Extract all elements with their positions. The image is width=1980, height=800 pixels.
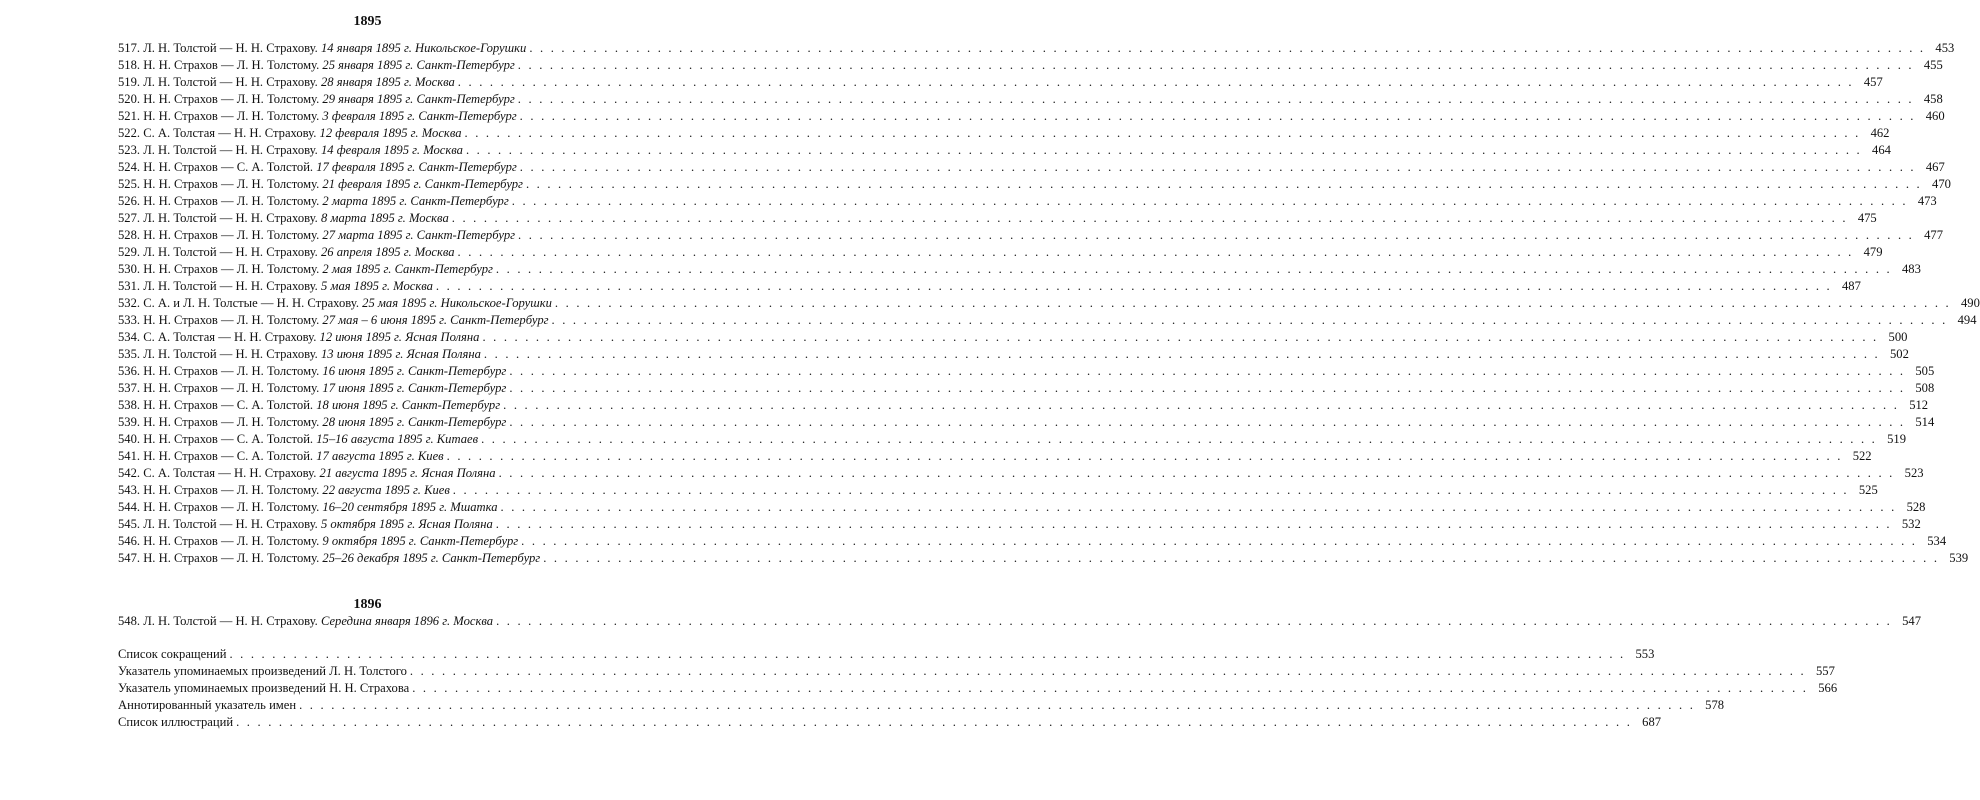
entry-correspondents: Л. Н. Толстой — Н. Н. Страхову. (143, 245, 318, 259)
entry-date-place: 27 мая – 6 июня 1895 г. Санкт-Петербург (322, 313, 549, 327)
page-number: 460 (1925, 109, 1945, 123)
entry-correspondents: Н. Н. Страхов — Л. Н. Толстому. (143, 381, 320, 395)
entry-text (118, 646, 226, 663)
entry-label: Указатель упоминаемых произведений Н. Н. Страхова (118, 681, 410, 695)
page-number: 483 (1901, 262, 1921, 276)
entry-number: 535. (118, 347, 141, 361)
page-number: 512 (1909, 398, 1929, 412)
entry-correspondents: Н. Н. Страхов — Л. Н. Толстому. (143, 534, 320, 548)
toc-list-1895 (118, 40, 1980, 567)
entry-date-place: 8 марта 1895 г. Москва (320, 211, 449, 225)
toc-entry[interactable] (118, 550, 1969, 567)
entry-number: 536. (118, 364, 141, 378)
entry-number: 522. (118, 126, 141, 140)
page-number: 547 (1902, 614, 1922, 628)
entry-correspondents: Н. Н. Страхов — Л. Н. Толстому. (143, 109, 320, 123)
page-number: 475 (1857, 211, 1877, 225)
entry-date-place: 16 июня 1895 г. Санкт-Петербург (322, 364, 507, 378)
entry-number: 540. (118, 432, 141, 446)
entry-date-place: 5 мая 1895 г. Москва (320, 279, 433, 293)
entry-number: 542. (118, 466, 141, 480)
page-number: 566 (1818, 681, 1838, 695)
toc-entry[interactable] (118, 613, 1922, 630)
entry-number: 519. (118, 75, 141, 89)
toc-entry[interactable] (118, 414, 1935, 431)
entry-date-place: 3 февраля 1895 г. Санкт-Петербург (322, 109, 517, 123)
toc-entry[interactable] (118, 533, 1947, 550)
entry-text (118, 397, 500, 414)
entry-text (118, 329, 479, 346)
entry-correspondents: Л. Н. Толстой — Н. Н. Страхову. (143, 614, 318, 628)
page-number: 458 (1923, 92, 1943, 106)
entry-number: 537. (118, 381, 141, 395)
entry-date-place: 14 февраля 1895 г. Москва (320, 143, 463, 157)
entry-correspondents: С. А. Толстая — Н. Н. Страхову. (143, 330, 317, 344)
entry-number: 531. (118, 279, 141, 293)
dot-leader (512, 193, 1908, 210)
dot-leader (521, 533, 1917, 550)
page-number: 467 (1925, 160, 1945, 174)
dot-leader (509, 380, 1905, 397)
entry-date-place: 14 января 1895 г. Никольское-Горушки (320, 41, 527, 55)
dot-leader (555, 295, 1951, 312)
entry-text (118, 261, 493, 278)
toc-entry[interactable] (118, 380, 1935, 397)
entry-number: 517. (118, 41, 141, 55)
year-heading-1896: 1896 (353, 597, 382, 612)
page-number: 553 (1635, 647, 1655, 661)
entry-text (118, 40, 526, 57)
entry-correspondents: Л. Н. Толстой — Н. Н. Страхову. (143, 517, 318, 531)
dot-leader (518, 227, 1914, 244)
toc-entry[interactable] (118, 482, 1878, 499)
entry-correspondents: Н. Н. Страхов — Л. Н. Толстому. (143, 551, 320, 565)
entry-date-place: 17 июня 1895 г. Санкт-Петербург (322, 381, 507, 395)
entry-correspondents: Н. Н. Страхов — С. А. Толстой. (143, 432, 314, 446)
entry-text (118, 142, 463, 159)
entry-number: 546. (118, 534, 141, 548)
dot-leader (520, 108, 1916, 125)
entry-label: Список иллюстраций (118, 715, 234, 729)
entry-date-place: 28 января 1895 г. Москва (320, 75, 455, 89)
entry-date-place: 17 августа 1895 г. Киев (316, 449, 444, 463)
toc-entry[interactable] (118, 227, 1943, 244)
entry-date-place: 16–20 сентября 1895 г. Мшатка (322, 500, 498, 514)
dot-leader (526, 176, 1922, 193)
toc-entry[interactable] (118, 312, 1977, 329)
toc-entry[interactable] (118, 431, 1907, 448)
entry-date-place: Середина января 1896 г. Москва (320, 614, 494, 628)
toc-entry[interactable] (118, 176, 1951, 193)
page-number: 523 (1904, 466, 1924, 480)
dot-leader (410, 663, 1806, 680)
entry-correspondents: Л. Н. Толстой — Н. Н. Страхову. (143, 211, 318, 225)
toc-entry[interactable] (118, 346, 1909, 363)
entry-text (118, 714, 233, 731)
dot-leader (482, 329, 1878, 346)
entry-text (118, 465, 496, 482)
entry-date-place: 27 марта 1895 г. Санкт-Петербург (322, 228, 516, 242)
entry-number: 529. (118, 245, 141, 259)
page-number: 462 (1870, 126, 1890, 140)
toc-appendix-entry[interactable] (118, 663, 1835, 680)
toc-entry[interactable] (118, 210, 1877, 227)
dot-leader (299, 697, 1695, 714)
entry-text (118, 295, 552, 312)
page-number: 539 (1949, 551, 1969, 565)
dot-leader (509, 414, 1905, 431)
entry-number: 524. (118, 160, 141, 174)
dot-leader (501, 499, 1897, 516)
entry-text (118, 91, 515, 108)
page-number: 505 (1915, 364, 1935, 378)
entry-correspondents: Н. Н. Страхов — Л. Н. Толстому. (143, 228, 320, 242)
entry-correspondents: Н. Н. Страхов — Л. Н. Толстому. (143, 177, 320, 191)
entry-number: 533. (118, 313, 141, 327)
toc-appendix-entry[interactable] (118, 697, 1725, 714)
entry-date-place: 2 мая 1895 г. Санкт-Петербург (322, 262, 493, 276)
entry-date-place: 9 октября 1895 г. Санкт-Петербург (322, 534, 519, 548)
dot-leader (499, 465, 1895, 482)
entry-text (118, 193, 509, 210)
entry-date-place: 28 июня 1895 г. Санкт-Петербург (322, 415, 507, 429)
entry-text (118, 550, 540, 567)
entry-text (118, 278, 433, 295)
toc-entry[interactable] (118, 499, 1926, 516)
dot-leader (452, 210, 1848, 227)
entry-date-place: 2 марта 1895 г. Санкт-Петербург (322, 194, 509, 208)
entry-number: 521. (118, 109, 141, 123)
toc-entry[interactable] (118, 57, 1943, 74)
toc-appendix-entry[interactable] (118, 714, 1662, 731)
dot-leader (236, 714, 1632, 731)
entry-number: 526. (118, 194, 141, 208)
entry-number: 543. (118, 483, 141, 497)
entry-number: 548. (118, 614, 141, 628)
toc-entry[interactable] (118, 295, 1980, 312)
toc-entry[interactable] (118, 244, 1883, 261)
dot-leader (543, 550, 1939, 567)
entry-date-place: 25 января 1895 г. Санкт-Петербург (322, 58, 515, 72)
entry-correspondents: Н. Н. Страхов — Л. Н. Толстому. (143, 58, 320, 72)
dot-leader (229, 646, 1625, 663)
entry-text (118, 482, 450, 499)
dot-leader (520, 159, 1916, 176)
entry-number: 547. (118, 551, 141, 565)
dot-leader (453, 482, 1849, 499)
page-number: 494 (1957, 313, 1977, 327)
page-number: 578 (1705, 698, 1725, 712)
entry-number: 530. (118, 262, 141, 276)
entry-text (118, 516, 493, 533)
entry-correspondents: Н. Н. Страхов — С. А. Толстой. (143, 449, 314, 463)
toc-entry[interactable] (118, 91, 1943, 108)
page-number: 525 (1858, 483, 1878, 497)
page-number: 532 (1901, 517, 1921, 531)
entry-text (118, 663, 407, 680)
entry-number: 539. (118, 415, 141, 429)
entry-correspondents: Л. Н. Толстой — Н. Н. Страхову. (143, 143, 318, 157)
year-heading-1895: 1895 (353, 14, 382, 29)
dot-leader (496, 613, 1892, 630)
entry-correspondents: Н. Н. Страхов — Л. Н. Толстому. (143, 194, 320, 208)
page-number: 455 (1923, 58, 1943, 72)
entry-text (118, 74, 455, 91)
entry-number: 545. (118, 517, 141, 531)
entry-date-place: 12 июня 1895 г. Ясная Поляна (319, 330, 480, 344)
entry-correspondents: Н. Н. Страхов — Л. Н. Толстому. (143, 262, 320, 276)
dot-leader (436, 278, 1832, 295)
toc-entry[interactable] (118, 397, 1929, 414)
toc-entry[interactable] (118, 363, 1935, 380)
entry-correspondents: Н. Н. Страхов — Л. Н. Толстому. (143, 483, 320, 497)
entry-date-place: 21 февраля 1895 г. Санкт-Петербург (322, 177, 523, 191)
entry-number: 541. (118, 449, 141, 463)
entry-date-place: 17 февраля 1895 г. Санкт-Петербург (316, 160, 517, 174)
entry-text (118, 346, 481, 363)
toc-entry[interactable] (118, 465, 1924, 482)
page-number: 514 (1915, 415, 1935, 429)
entry-date-place: 25 мая 1895 г. Никольское-Горушки (362, 296, 552, 310)
toc-entry[interactable] (118, 193, 1937, 210)
page-number: 557 (1815, 664, 1835, 678)
toc-appendix-entry[interactable] (118, 680, 1838, 697)
entry-correspondents: Н. Н. Страхов — Л. Н. Толстому. (143, 500, 320, 514)
dot-leader (518, 91, 1914, 108)
toc-entry[interactable] (118, 142, 1891, 159)
entry-text (118, 210, 449, 227)
dot-leader (412, 680, 1808, 697)
entry-correspondents: Л. Н. Толстой — Н. Н. Страхову. (143, 41, 318, 55)
entry-correspondents: Л. Н. Толстой — Н. Н. Страхову. (143, 75, 318, 89)
entry-text (118, 57, 515, 74)
dot-leader (496, 516, 1892, 533)
page-number: 500 (1888, 330, 1908, 344)
entry-number: 528. (118, 228, 141, 242)
entry-text (118, 176, 523, 193)
entry-date-place: 18 июня 1895 г. Санкт-Петербург (316, 398, 501, 412)
entry-number: 527. (118, 211, 141, 225)
entry-date-place: 22 августа 1895 г. Киев (322, 483, 450, 497)
page-number: 477 (1924, 228, 1943, 242)
page-number: 528 (1906, 500, 1926, 514)
entry-number: 518. (118, 58, 141, 72)
entry-label: Аннотированный указатель имен (118, 698, 297, 712)
dot-leader (458, 74, 1854, 91)
dot-leader (447, 448, 1843, 465)
toc-entry[interactable] (118, 516, 1921, 533)
entry-text (118, 697, 296, 714)
entry-number: 538. (118, 398, 141, 412)
page-number: 534 (1927, 534, 1947, 548)
dot-leader (529, 40, 1925, 57)
toc-entry[interactable] (118, 40, 1955, 57)
entry-number: 534. (118, 330, 141, 344)
entry-correspondents: Н. Н. Страхов — С. А. Толстой. (143, 398, 314, 412)
dot-leader (503, 397, 1899, 414)
entry-correspondents: Н. Н. Страхов — С. А. Толстой. (143, 160, 314, 174)
entry-date-place: 5 октября 1895 г. Ясная Поляна (320, 517, 493, 531)
dot-leader (458, 244, 1854, 261)
toc-appendix-list (118, 646, 1838, 731)
dot-leader (465, 125, 1861, 142)
toc-list-1896 (118, 613, 1922, 630)
page-number: 473 (1917, 194, 1937, 208)
entry-date-place: 13 июня 1895 г. Ясная Поляна (320, 347, 481, 361)
dot-leader (496, 261, 1892, 278)
entry-text (118, 380, 506, 397)
dot-leader (484, 346, 1880, 363)
toc-entry[interactable] (118, 261, 1921, 278)
entry-text (118, 108, 517, 125)
entry-number: 544. (118, 500, 141, 514)
toc-entry[interactable] (118, 159, 1945, 176)
entry-text (118, 533, 518, 550)
page-number: 490 (1960, 296, 1980, 310)
entry-correspondents: Н. Н. Страхов — Л. Н. Толстому. (143, 92, 320, 106)
entry-text (118, 499, 498, 516)
entry-correspondents: Н. Н. Страхов — Л. Н. Толстому. (143, 364, 320, 378)
page-number: 502 (1889, 347, 1909, 361)
entry-text (118, 431, 478, 448)
entry-correspondents: Л. Н. Толстой — Н. Н. Страхову. (143, 279, 318, 293)
toc-appendix-entry[interactable] (118, 646, 1655, 663)
entry-text (118, 159, 517, 176)
entry-text (118, 613, 493, 630)
entry-number: 520. (118, 92, 141, 106)
toc-entry[interactable] (118, 125, 1890, 142)
page-number: 470 (1932, 177, 1951, 191)
entry-text (118, 414, 506, 431)
toc-entry[interactable] (118, 74, 1883, 91)
entry-label: Указатель упоминаемых произведений Л. Н. Толстого (118, 664, 407, 678)
entry-text (118, 244, 455, 261)
entry-text (118, 125, 462, 142)
entry-correspondents: С. А. Толстая — Н. Н. Страхову. (143, 466, 317, 480)
page-number: 479 (1863, 245, 1883, 259)
entry-correspondents: Н. Н. Страхов — Л. Н. Толстому. (143, 415, 320, 429)
entry-date-place: 26 апреля 1895 г. Москва (320, 245, 455, 259)
entry-date-place: 25–26 декабря 1895 г. Санкт-Петербург (322, 551, 541, 565)
toc-entry[interactable] (118, 278, 1861, 295)
page-number: 687 (1642, 715, 1662, 729)
dot-leader (481, 431, 1877, 448)
entry-date-place: 29 января 1895 г. Санкт-Петербург (322, 92, 515, 106)
entry-text (118, 680, 409, 697)
page-number: 522 (1852, 449, 1872, 463)
dot-leader (509, 363, 1905, 380)
page-number: 464 (1872, 143, 1891, 157)
entry-date-place: 21 августа 1895 г. Ясная Поляна (319, 466, 496, 480)
entry-number: 532. (118, 296, 141, 310)
page-number: 453 (1935, 41, 1955, 55)
dot-leader (466, 142, 1862, 159)
entry-correspondents: С. А. Толстая — Н. Н. Страхову. (143, 126, 317, 140)
toc-entry[interactable] (118, 108, 1945, 125)
dot-leader (518, 57, 1914, 74)
entry-text (118, 312, 549, 329)
page-number: 487 (1841, 279, 1861, 293)
page-number: 508 (1915, 381, 1935, 395)
entry-date-place: 12 февраля 1895 г. Москва (319, 126, 462, 140)
toc-entry[interactable] (118, 329, 1908, 346)
entry-correspondents: Л. Н. Толстой — Н. Н. Страхову. (143, 347, 318, 361)
entry-text (118, 448, 444, 465)
page-number: 519 (1887, 432, 1907, 446)
entry-label: Список сокращений (118, 647, 227, 661)
entry-correspondents: Н. Н. Страхов — Л. Н. Толстому. (143, 313, 320, 327)
entry-date-place: 15–16 августа 1895 г. Китаев (316, 432, 479, 446)
page-number: 457 (1863, 75, 1883, 89)
dot-leader (552, 312, 1948, 329)
entry-text (118, 227, 515, 244)
entry-text (118, 363, 506, 380)
toc-entry[interactable] (118, 448, 1872, 465)
entry-number: 525. (118, 177, 141, 191)
entry-correspondents: С. А. и Л. Н. Толстые — Н. Н. Страхову. (143, 296, 359, 310)
entry-number: 523. (118, 143, 141, 157)
